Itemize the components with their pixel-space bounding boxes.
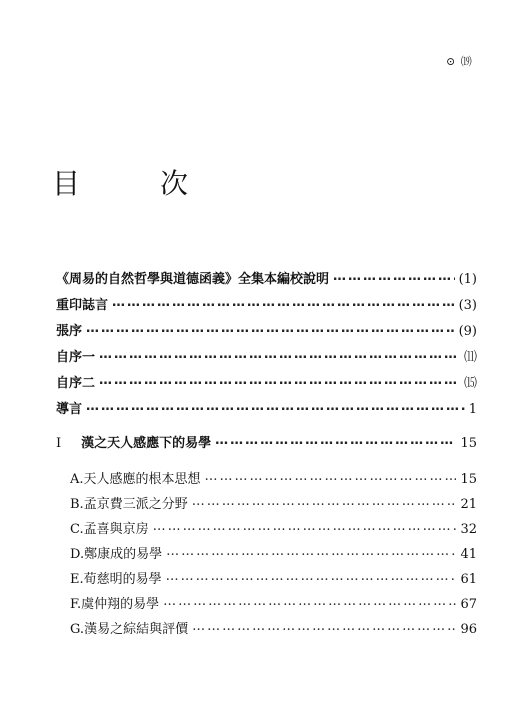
chapter-letter: G. [70, 622, 85, 637]
toc-entry-author-preface-1[interactable] [56, 346, 477, 365]
leader-dots [205, 470, 457, 483]
toc-chapter-f[interactable] [70, 593, 477, 612]
toc-chapter-page: 32 [460, 522, 477, 537]
toc-entry-page: (9) [458, 324, 477, 339]
toc-entry-editorial-note[interactable] [56, 268, 477, 287]
toc-entry-page: (1) [458, 272, 477, 287]
leader-dots [166, 545, 456, 558]
toc-entry-label: 《周易的自然哲學與道德函義》全集本編校說明 [56, 272, 330, 287]
leader-dots [163, 595, 456, 608]
toc-chapter-g[interactable] [70, 618, 477, 637]
toc-part-page: 15 [460, 436, 477, 451]
toc-chapter-page: 61 [460, 572, 477, 587]
toc-entry-label: 自序一 [56, 350, 96, 365]
toc-part-label: 漢之天人感應下的易學 [81, 436, 212, 451]
toc-part-1[interactable] [56, 432, 477, 451]
toc-chapter-page: 21 [460, 497, 477, 512]
leader-dots [192, 495, 457, 508]
leader-dots [99, 374, 460, 387]
chapter-letter: B. [70, 497, 84, 512]
toc-entry-label: 自序二 [56, 376, 96, 391]
toc-entry-page: (3) [458, 298, 477, 313]
leader-dots [333, 270, 455, 283]
toc-entry-page: ⑾ [463, 350, 477, 365]
toc-chapter-a[interactable] [70, 468, 477, 487]
toc-chapter-label: 鄭康成的易學 [84, 547, 163, 562]
leader-dots [192, 620, 456, 633]
toc-entry-reprint-note[interactable] [56, 294, 477, 313]
toc-chapter-label: 孟喜與京房 [83, 522, 149, 537]
page-title: 目 次 [52, 167, 215, 200]
leader-dots [166, 570, 457, 583]
toc-entry-preface-zhang[interactable] [56, 320, 477, 339]
chapter-letter: A. [70, 472, 84, 487]
toc-chapter-label: 虞仲翔的易學 [81, 597, 160, 612]
toc-entry-page: 1 [468, 402, 477, 417]
leader-dots [86, 322, 455, 335]
toc-chapter-label: 天人感應的根本思想 [83, 472, 201, 487]
toc-chapter-d[interactable] [70, 543, 477, 562]
toc-chapter-page: 96 [460, 622, 477, 637]
page-number: ⊙ ⒆ [446, 55, 473, 68]
leader-dots [99, 348, 460, 361]
chapter-letter: F. [70, 597, 82, 612]
toc-chapter-b[interactable] [70, 493, 477, 512]
toc-chapter-page: 41 [460, 547, 477, 562]
toc-chapter-c[interactable] [70, 518, 477, 537]
toc-entry-author-preface-2[interactable] [56, 372, 477, 391]
toc-entry-label: 重印誌言 [56, 298, 109, 313]
leader-dots [86, 400, 465, 413]
leader-dots [112, 296, 455, 309]
leader-dots [153, 520, 457, 533]
part-numeral: I [56, 436, 62, 451]
toc-entry-label: 導言 [56, 402, 83, 417]
toc-entry-page: ⒂ [463, 376, 477, 391]
toc-chapter-page: 15 [460, 472, 477, 487]
toc-chapter-label: 漢易之綜結與評價 [84, 622, 189, 637]
chapter-letter: D. [70, 547, 85, 562]
toc-entry-label: 張序 [56, 324, 83, 339]
leader-dots [215, 434, 456, 447]
toc-chapter-label: 孟京費三派之分野 [83, 497, 188, 512]
toc-entry-introduction[interactable] [56, 398, 477, 417]
toc-chapter-page: 67 [460, 597, 477, 612]
toc-chapter-label: 荀慈明的易學 [83, 572, 162, 587]
chapter-letter: E. [70, 572, 84, 587]
toc-chapter-e[interactable] [70, 568, 477, 587]
chapter-letter: C. [70, 522, 84, 537]
